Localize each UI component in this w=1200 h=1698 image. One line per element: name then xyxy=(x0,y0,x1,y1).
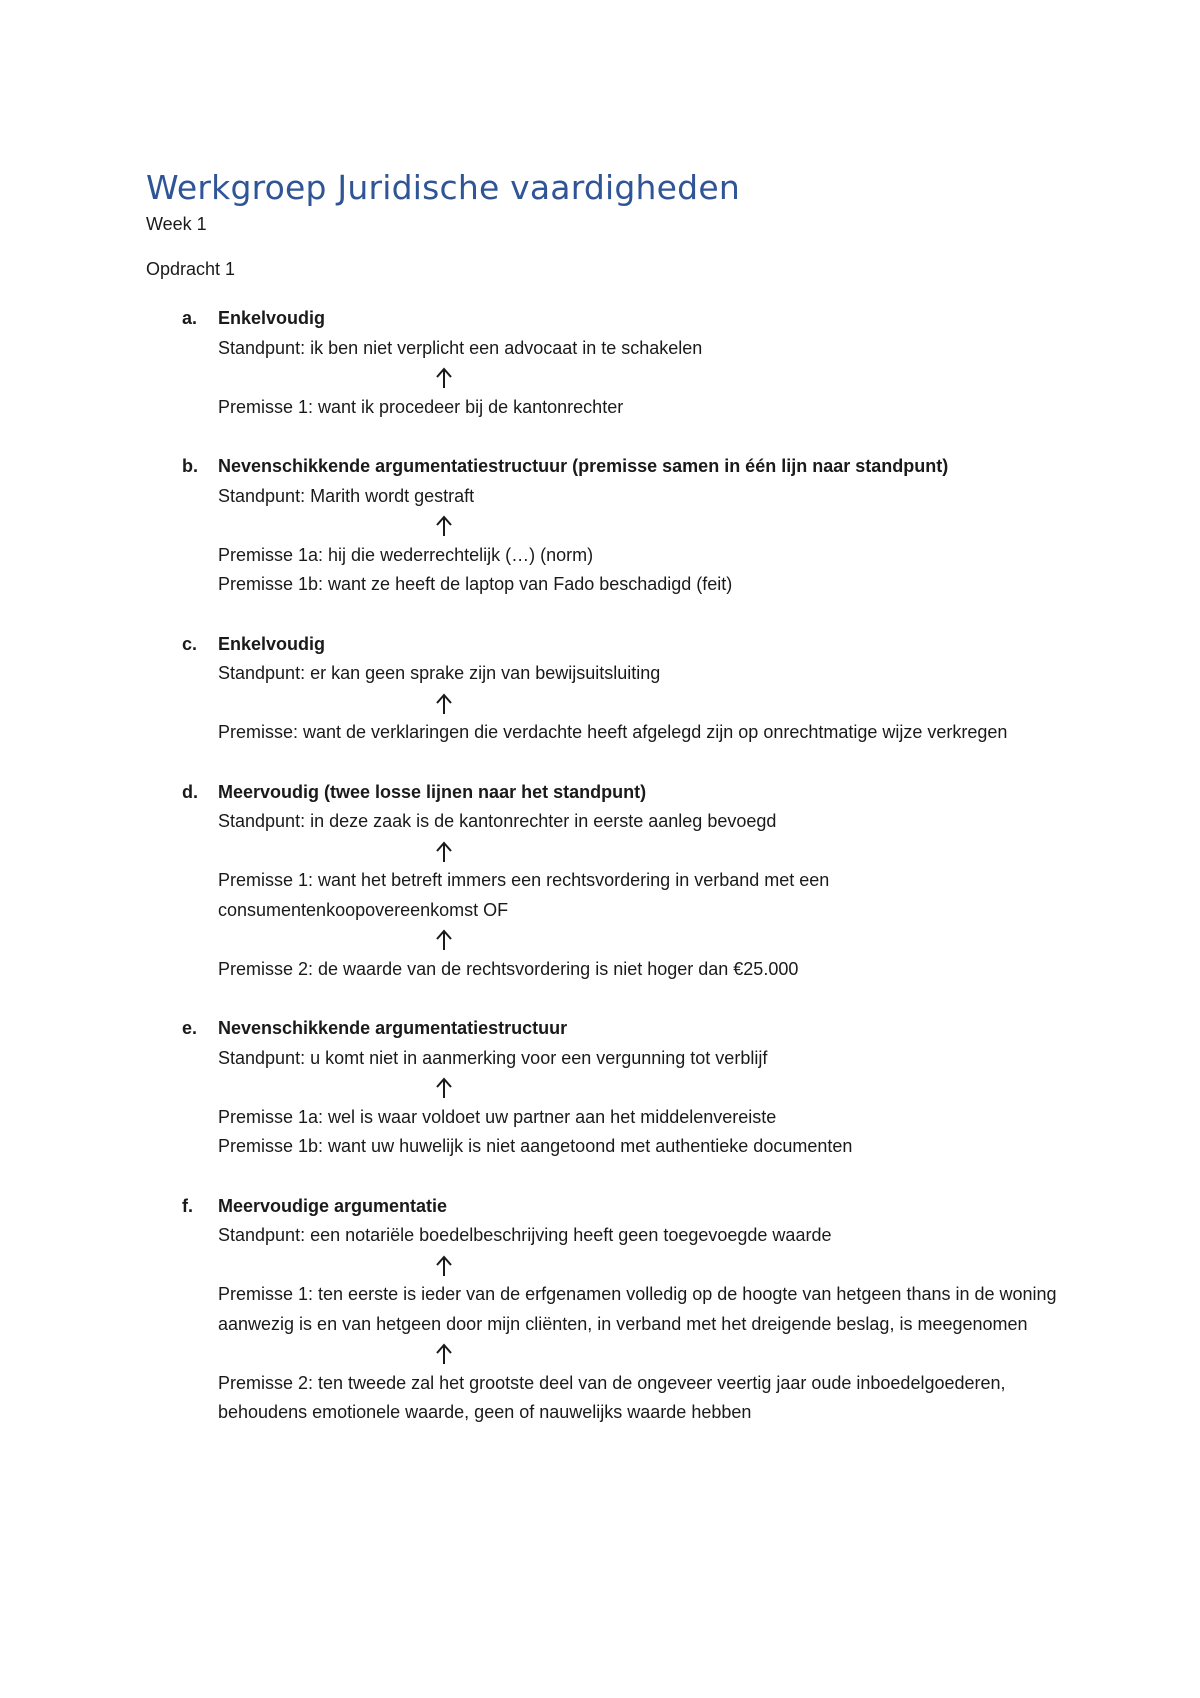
list-item xyxy=(146,630,1066,748)
item-heading: Nevenschikkende argumentatiestructuur xyxy=(218,1018,568,1038)
arrow-up-icon xyxy=(218,511,1066,541)
item-heading: Meervoudige argumentatie xyxy=(218,1195,448,1216)
premise-line: Premisse 2: ten tweede zal het grootste deel van de ongeveer veertig jaar oude inboedelgoederen, behoudens emotionele waarde, geen of nauwelijks waarde hebben xyxy=(218,1372,1006,1422)
premise-line: Premisse 1a: hij die wederrechtelijk (…) (norm) xyxy=(218,544,594,565)
list-item xyxy=(146,778,1066,985)
premise-line: Premisse: want de verklaringen die verdachte heeft afgelegd zijn op onrechtmatige wijze verkregen xyxy=(218,722,1008,742)
standpoint-line: Standpunt: in deze zaak is de kantonrechter in eerste aanleg bevoegd xyxy=(218,811,777,831)
standpoint-line: Standpunt: Marith wordt gestraft xyxy=(218,485,475,506)
standpoint-line: Standpunt: een notariële boedelbeschrijving heeft geen toegevoegde waarde xyxy=(218,1225,832,1245)
item-letter: d. xyxy=(182,781,198,802)
list-item xyxy=(146,452,1066,600)
item-heading: Enkelvoudig xyxy=(218,633,326,654)
arrow-up-icon xyxy=(218,363,1066,393)
premise-line: Premisse 2: de waarde van de rechtsvordering is niet hoger dan €25.000 xyxy=(218,958,799,979)
item-letter: e. xyxy=(182,1018,198,1038)
standpoint-line: Standpunt: ik ben niet verplicht een advocaat in te schakelen xyxy=(218,337,703,358)
item-letter: f. xyxy=(182,1195,193,1216)
arrow-up-icon xyxy=(218,837,1066,867)
list-item xyxy=(146,1014,1066,1162)
arrow-up-icon xyxy=(218,1073,1066,1103)
standpoint-line: Standpunt: u komt niet in aanmerking voor een vergunning tot verblijf xyxy=(218,1047,768,1068)
arrow-up-icon xyxy=(218,1251,1066,1281)
premise-line: Premisse 1: want het betreft immers een rechtsvordering in verband met een consumentenkoopovereenkomst OF xyxy=(218,870,830,920)
document-title: Werkgroep Juridische vaardigheden xyxy=(146,168,740,207)
arrow-up-icon xyxy=(218,1339,1066,1369)
assignment-label: Opdracht 1 xyxy=(146,259,236,279)
argument-list xyxy=(146,304,1066,1458)
item-heading: Meervoudig (twee losse lijnen naar het standpunt) xyxy=(218,781,647,802)
week-label: Week 1 xyxy=(146,214,207,234)
arrow-up-icon xyxy=(218,689,1066,719)
premise-line: Premisse 1b: want uw huwelijk is niet aangetoond met authentieke documenten xyxy=(218,1136,853,1156)
item-heading: Nevenschikkende argumentatiestructuur (premisse samen in één lijn naar standpunt) xyxy=(218,456,949,476)
list-item xyxy=(146,1192,1066,1428)
standpoint-line: Standpunt: er kan geen sprake zijn van bewijsuitsluiting xyxy=(218,663,661,683)
item-letter: b. xyxy=(182,456,198,476)
item-letter: c. xyxy=(182,633,198,654)
list-item xyxy=(146,304,1066,422)
arrow-up-icon xyxy=(218,925,1066,955)
premise-line: Premisse 1: ten eerste is ieder van de erfgenamen volledig op de hoogte van hetgeen thans in de woning aanwezig is en van hetgeen door mijn cliënten, in verband met het dreigende beslag, is meegenomen xyxy=(218,1284,1057,1334)
item-heading: Enkelvoudig xyxy=(218,308,326,328)
premise-line: Premisse 1: want ik procedeer bij de kantonrechter xyxy=(218,396,624,417)
item-letter: a. xyxy=(182,308,198,328)
premise-line: Premisse 1a: wel is waar voldoet uw partner aan het middelenvereiste xyxy=(218,1106,777,1127)
premise-line: Premisse 1b: want ze heeft de laptop van Fado beschadigd (feit) xyxy=(218,574,733,594)
